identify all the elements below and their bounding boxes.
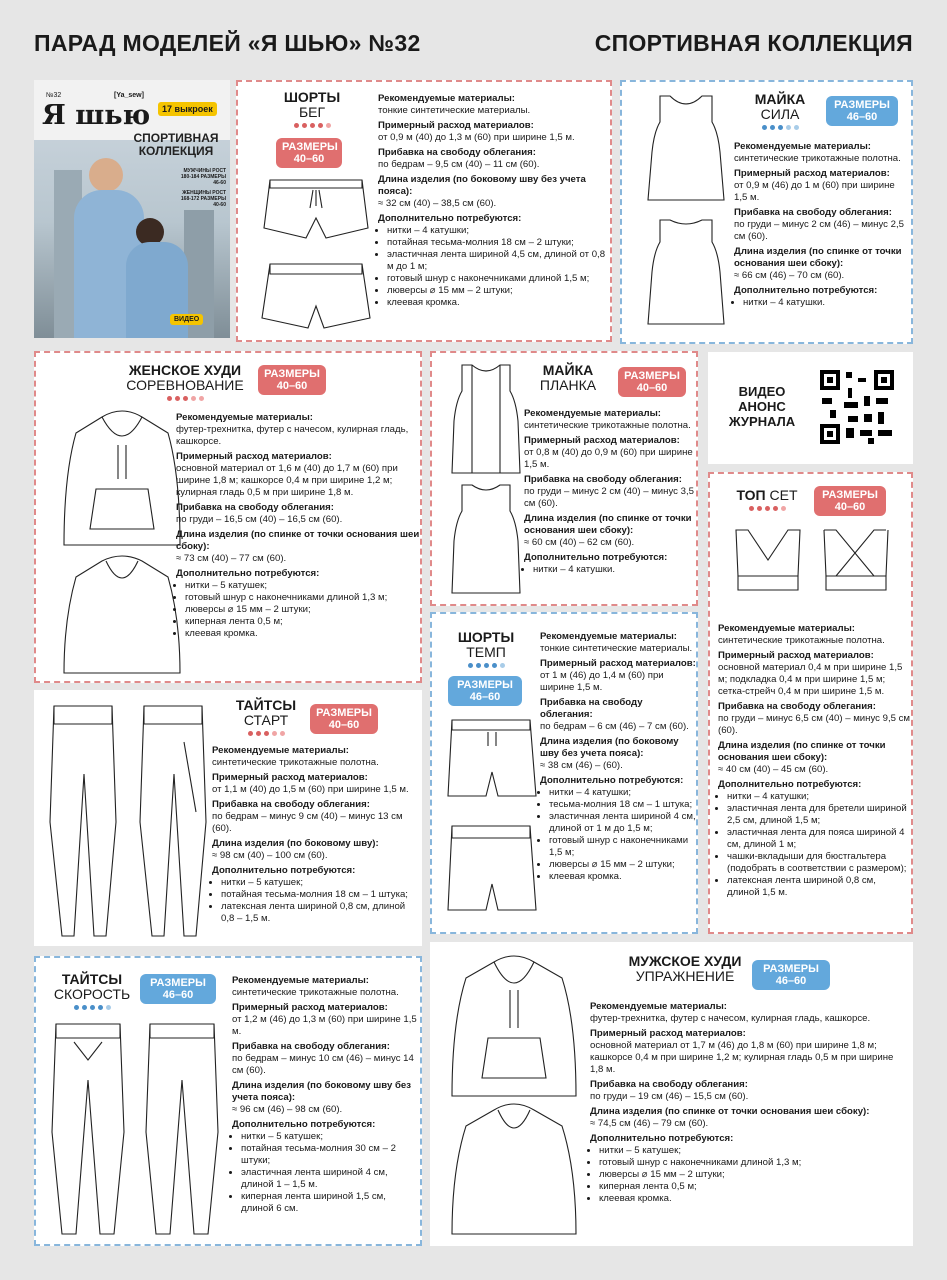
hoodie-women-sketch (56, 405, 188, 681)
card-video-announce[interactable] (708, 352, 913, 464)
cover-badge: 17 выкроек (158, 102, 217, 116)
card-subtitle: УПРАЖНЕНИЕ (635, 968, 735, 984)
cover-title: СПОРТИВНАЯ КОЛЛЕКЦИЯ (133, 131, 219, 158)
shorts-run-sketch (256, 168, 376, 338)
card-title: ЖЕНСКОЕ ХУДИ (128, 362, 242, 378)
card-subtitle: СКОРОСТЬ (53, 986, 131, 1002)
card-shorts-temp (430, 612, 698, 934)
tights-speed-sketch (44, 1020, 230, 1242)
difficulty-dots (50, 1005, 134, 1010)
card-subtitle: БЕГ (298, 104, 326, 120)
top-set-specs: Рекомендуемые материалы: синтетические трикотажные полотна. Примерный расход материалов: основной материал 0,4 м при ширине 1,5 м; подкладка 0,4 м при ширине 1,5 м; сетка-стрейч 0,4 м при ширине 1,5 м. Прибавка на свободу облегания: по груди – минус 6,5 см (40) – минус 9,5 см (60). Длина изделия (по спинке от точки основания шеи сбоку): ≈ 40 см (40) – 45 см (60). Дополнительно потребуются: • нитки – 4 катушки; • эластичная лента для бретели шириной 2,5 см, длиной 1,5 м; • эластичная лента для пояса шириной 4 см, длиной 1 м; • чашки-вкладыши для бюстгальтера (подобрать в соответствии с размером); • латексная лента шириной 0,8 см, длиной 1,5 м. (718, 620, 910, 899)
card-title: МАЙКА (542, 362, 594, 378)
card-tights-start (34, 690, 422, 946)
difficulty-dots (230, 731, 302, 736)
size-badge: РАЗМЕРЫ 40–60 (618, 367, 686, 397)
card-title: ТОП СЕТ (736, 487, 798, 503)
tights-start-specs: Рекомендуемые материалы: синтетические трикотажные полотна. Примерный расход материалов: от 1,1 м (40) до 1,5 м (60) при ширине 1,5 м. Прибавка на свободу облегания: по бедрам – минус 9 см (40) – минус 13 см (60). Длина изделия (по боковому шву): ≈ 98 см (40) – 100 см (60). Дополнительно потребуются: • нитки – 5 катушек; • потайная тесьма-молния 18 см – 1 штука; • латексная лента шириной 0,8 см, длиной 0,8 – 1,5 м. (212, 742, 418, 925)
magazine-cover[interactable] (34, 80, 230, 338)
hoodie-men-specs: Рекомендуемые материалы: футер-трехнитка, футер с начесом, кулирная гладь, кашкорсе. Примерный расход материалов: основной материал от 1,7 м (46) до 1,8 м (60) при ширине 1,8 м; кашкорсе 0,4 м при ширине 1,2 м; кулирная гладь 0,5 м при ширине 1,8 м. Прибавка на свободу облегания: по груди – 19 см (46) – 15,5 см (60). Длина изделия (по спинке от точки основания шеи сбоку): ≈ 74,5 см (46) – 79 см (60). Дополнительно потребуются: • нитки – 5 катушек; • готовый шнур с наконечниками длиной 1,3 м; • люверсы ⌀ 15 мм – 2 штуки; • киперная лента 0,5 м; • клеевая кромка. (590, 998, 908, 1205)
tank-planka-sketch (446, 361, 526, 603)
shorts-temp-sketch (442, 714, 542, 930)
shorts-temp-specs: Рекомендуемые материалы: тонкие синтетические материалы. Примерный расход материалов: от 1 м (46) до 1,4 м (60) при ширине 1,5 м. Прибавка на свободу облегания: по бедрам – 6 см (46) – 7 см (60). Длина изделия (по боковому шву без учета пояса): ≈ 38 см (46) – (60). Дополнительно потребуются: • нитки – 4 катушки; • тесьма-молния 18 см – 1 штука; • эластичная лента шириной 4 см, длиной от 1 м до 1,5 м; • готовый шнур с наконечниками 1,5 м; • люверсы ⌀ 15 мм – 2 штуки; • клеевая кромка. (540, 628, 696, 883)
tank-planka-specs: Рекомендуемые материалы: синтетические трикотажные полотна. Примерный расход материалов: от 0,8 м (40) до 0,9 м (60) при ширине 1,5 м. Прибавка на свободу облегания: по груди – минус 2 см (40) – минус 3,5 см (60). Длина изделия (по спинке от точки основания шеи сбоку): ≈ 60 см (40) – 62 см (60). Дополнительно потребуются: • нитки – 4 катушки. (524, 405, 698, 576)
difficulty-dots (732, 506, 802, 511)
card-title: ШОРТЫ (283, 89, 341, 105)
card-hoodie-men (430, 942, 913, 1246)
cover-women: ЖЕНЩИНЫ РОСТ 168-172 РАЗМЕРЫ 40-60 (180, 190, 226, 208)
card-title: ШОРТЫ (457, 629, 515, 645)
tights-speed-specs: Рекомендуемые материалы: синтетические трикотажные полотна. Примерный расход материалов: от 1,2 м (46) до 1,3 м (60) при ширине 1,5 м. Прибавка на свободу облегания: по бедрам – минус 10 см (46) – минус 14 см (60). Длина изделия (по боковому шву без учета пояса): ≈ 96 см (46) – 98 см (60). Дополнительно потребуются: • нитки – 5 катушек; • потайная тесьма-молния 30 см – 2 штуки; • эластичная лента шириной 4 см, длиной 1 – 1,5 м. • киперная лента шириной 1,5 см, длиной 6 см. (232, 972, 420, 1215)
size-badge: РАЗМЕРЫ 40–60 (258, 365, 326, 395)
card-title: МУЖСКОЕ ХУДИ (628, 953, 742, 969)
hoodie-men-sketch (444, 950, 586, 1240)
card-top-set (708, 472, 913, 934)
difficulty-dots (120, 396, 250, 401)
hoodie-women-specs: Рекомендуемые материалы: футер-трехнитка, футер с начесом, кулирная гладь, кашкорсе. Примерный расход материалов: основной материал от 1,6 м (40) до 1,7 м (60) при ширине 1,8 м; кашкорсе 0,4 м при ширине 1,2 м; кулирная гладь 0,5 м при ширине 1,8 м. Прибавка на свободу облегания: по груди – 16,5 см (40) – 16,5 см (60). Длина изделия (по спинке от точки основания шеи сбоку): ≈ 73 см (40) – 77 см (60). Дополнительно потребуются: • нитки – 5 катушек; • готовый шнур с наконечниками длиной 1,3 м; • люверсы ⌀ 15 мм – 2 штуки; • киперная лента 0,5 м; • клеевая кромка. (176, 409, 420, 640)
top-set-sketch (728, 526, 898, 602)
card-title: ТАЙТСЫ (61, 971, 123, 987)
difficulty-dots (450, 663, 522, 668)
tank-sila-sketch (642, 92, 730, 332)
card-subtitle: СОРЕВНОВАНИЕ (126, 377, 244, 393)
size-badge: РАЗМЕРЫ 46–60 (448, 676, 522, 706)
card-subtitle: ПЛАНКА (539, 377, 597, 393)
cover-men: МУЖЧИНЫ РОСТ 180-184 РАЗМЕРЫ 46-60 (180, 168, 226, 186)
tights-start-sketch (44, 702, 224, 942)
difficulty-dots (748, 125, 812, 130)
size-badge: РАЗМЕРЫ 40–60 (276, 138, 342, 168)
card-title: ТАЙТСЫ (235, 697, 297, 713)
card-subtitle: СТАРТ (243, 712, 289, 728)
card-shorts-run (236, 80, 612, 342)
card-subtitle: ТЕМП (466, 644, 506, 660)
man-head (89, 158, 123, 192)
card-tank-sila (620, 80, 913, 344)
card-hoodie-women (34, 351, 422, 683)
tank-sila-specs: Рекомендуемые материалы: синтетические трикотажные полотна. Примерный расход материалов: от 0,9 м (46) до 1 м (60) при ширине 1,5 м. Прибавка на свободу облегания: по груди – минус 2 см (46) – минус 2,5 см (60). Длина изделия (по спинке от точки основания шеи сбоку): ≈ 66 см (46) – 70 см (60). Дополнительно потребуются: • нитки – 4 катушки. (734, 138, 910, 309)
page-title: ПАРАД МОДЕЛЕЙ «Я ШЬЮ» №32 (34, 30, 421, 56)
size-badge: РАЗМЕРЫ 40–60 (310, 704, 378, 734)
card-subtitle: СИЛА (760, 106, 800, 122)
cover-video-badge: ВИДЕО (170, 314, 203, 325)
difficulty-dots (276, 123, 348, 128)
video-label: ВИДЕО АНОНС ЖУРНАЛА (728, 384, 796, 429)
card-tank-planka (430, 351, 698, 606)
card-title: МАЙКА (754, 91, 806, 107)
size-badge: РАЗМЕРЫ 46–60 (752, 960, 830, 990)
cover-handle: [Ya_sew] (114, 92, 144, 99)
cover-brand: Я шью (42, 100, 151, 131)
size-badge: РАЗМЕРЫ 40–60 (814, 486, 886, 516)
shorts-run-specs: Рекомендуемые материалы: тонкие синтетические материалы. Примерный расход материалов: от 0,9 м (40) до 1,3 м (60) при ширине 1,5 м. Прибавка на свободу облегания: по бедрам – 9,5 см (40) – 11 см (60). Длина изделия (по боковому шву без учета пояса): ≈ 32 см (40) – 38,5 см (60). Дополнительно потребуются: • нитки – 4 катушки; • потайная тесьма-молния 18 см – 2 штуки; • эластичная лента шириной 4,5 см, длиной от 0,8 м до 1 м; • готовый шнур с наконечниками длиной 1,5 м; • люверсы ⌀ 15 мм – 2 штуки; • клеевая кромка. (378, 90, 608, 309)
qr-code-icon[interactable] (818, 368, 896, 446)
card-tights-speed (34, 956, 422, 1246)
size-badge: РАЗМЕРЫ 46–60 (140, 974, 216, 1004)
cover-issue: №32 (46, 92, 62, 99)
size-badge: РАЗМЕРЫ 46–60 (826, 96, 898, 126)
collection-title: СПОРТИВНАЯ КОЛЛЕКЦИЯ (594, 30, 913, 56)
